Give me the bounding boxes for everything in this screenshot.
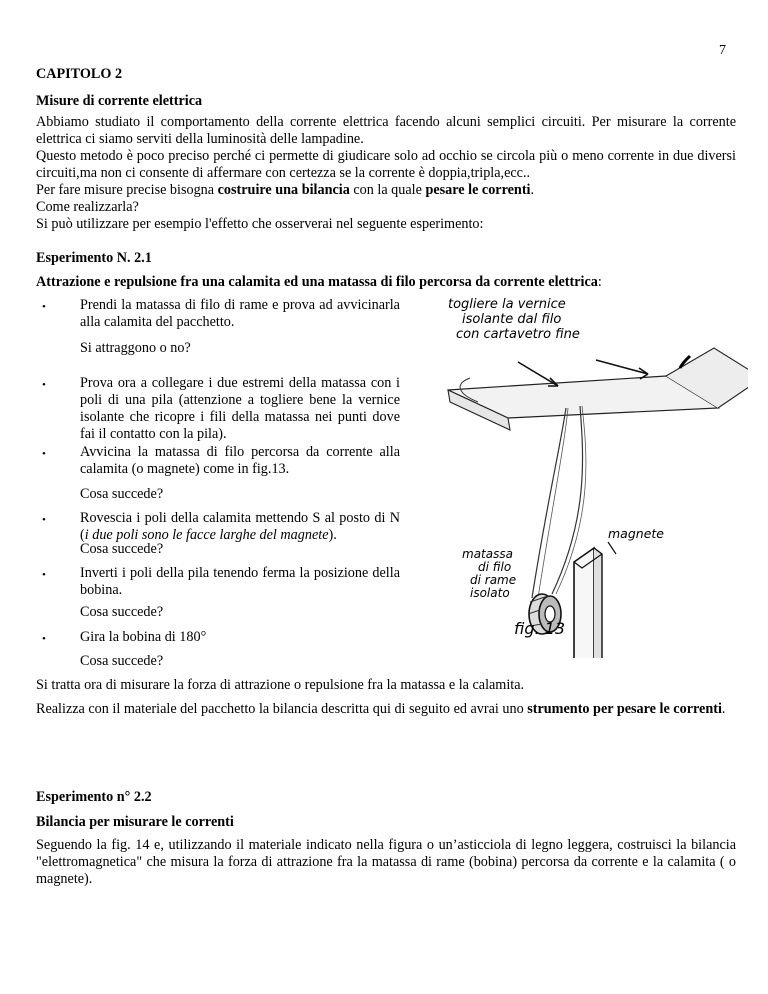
instrument-bold: strumento per pesare le correnti (527, 701, 722, 717)
intro-paragraph-1: Abbiamo studiato il comportamento della corrente elettrica facendo alcuni semplici circuiti. Per misurare la corrente elettrica ci siamo serviti della luminosità delle lampadine. (36, 114, 736, 147)
fig-label-coil-2: di filo (478, 560, 512, 574)
fig-label-coil-3: di rame (470, 573, 517, 587)
exp1-question-3: Cosa succede? (80, 604, 164, 620)
fig-label-coil-4: isolato (470, 586, 510, 600)
measure-force-line: Si tratta ora di misurare la forza di attrazione o repulsione fra la matassa e la calamita. (36, 677, 525, 693)
exp1-title: Esperimento N. 2.1 (36, 250, 152, 266)
intro-measure-line: Per fare misure precise bisogna costruire una bilancia con la quale pesare le correnti. (36, 182, 535, 198)
bullet-3: • (42, 448, 46, 460)
intro-question: Come realizzarla? (36, 199, 139, 215)
build-paragraph: Realizza con il materiale del pacchetto la bilancia descritta qui di seguito ed avrai uno strumento per pesare le correnti. (36, 701, 726, 717)
fig-label-varnish-3: con cartavetro fine (456, 327, 580, 342)
exp1-item-4: Rovescia i poli della calamita mettendo S al posto di N (i due poli sono le facce larghe del magnete). (80, 510, 400, 543)
bullet-2: • (42, 379, 46, 391)
fig-label-coil-1: matassa (462, 547, 513, 561)
figure-caption: fig. 13 (514, 619, 566, 638)
exp1-subtitle: Attrazione e repulsione fra una calamita ed una matassa di filo percorsa da corrente elettrica: (36, 274, 602, 290)
exp1-item-2: Prova ora a collegare i due estremi della matassa con i poli di una pila (attenzione a togliere bene la vernice isolante che ricopre i fili della matassa nei punti dove fai il contatto con la pila). (80, 375, 400, 442)
page-number: 7 (719, 43, 726, 58)
build-balance-bold: costruire una bilancia (217, 182, 350, 198)
fig-label-magnet: magnete (608, 526, 664, 541)
bullet-6: • (42, 633, 46, 645)
exp1-question-1: Cosa succede? (80, 486, 164, 502)
exp2-subtitle: Bilancia per misurare le correnti (36, 814, 234, 830)
bullet-1: • (42, 301, 46, 313)
intro-example: Si può utilizzare per esempio l'effetto che osserverai nel seguente esperimento: (36, 216, 484, 232)
exp1-question-2: Cosa succede? (80, 541, 164, 557)
weigh-currents-bold: pesare le correnti (425, 182, 531, 198)
exp1-item-4-italic: i due poli sono le facce larghe del magnete (84, 527, 329, 543)
section-title: Misure di corrente elettrica (36, 93, 203, 109)
exp1-item-6: Gira la bobina di 180° (80, 629, 207, 645)
exp1-item-5: Inverti i poli della pila tenendo ferma la posizione della bobina. (80, 565, 400, 598)
exp1-item-1: Prendi la matassa di filo di rame e prova ad avvicinarla alla calamita del pacchetto. (80, 297, 400, 330)
bullet-5: • (42, 569, 46, 581)
intro-paragraph-2: Questo metodo è poco preciso perché ci permette di giudicare solo ad occhio se circola più o meno corrente in due diversi circuiti,ma non ci consente di affermare con certezza se la corrente è doppia,tripla,ecc.. (36, 148, 736, 181)
fig-label-varnish-2: isolante dal filo (462, 312, 562, 327)
chapter-title: CAPITOLO 2 (36, 66, 123, 82)
exp1-question-attract: Si attraggono o no? (80, 340, 191, 356)
figure-13 (418, 298, 748, 658)
exp1-question-4: Cosa succede? (80, 653, 164, 669)
exp1-item-3: Avvicina la matassa di filo percorsa da corrente alla calamita (o magnete) come in fig.13. (80, 444, 400, 477)
exp2-text: Seguendo la fig. 14 e, utilizzando il materiale indicato nella figura o un’asticciola di legno leggera, costruisci la bilancia "elettromagnetica" che misura la forza di attrazione fra la matassa di rame (bobina) percorsa da corrente e la calamita ( o magnete). (36, 837, 736, 887)
exp2-title: Esperimento n° 2.2 (36, 789, 152, 805)
fig-label-varnish-1: togliere la vernice (448, 298, 566, 312)
bullet-4: • (42, 514, 46, 526)
